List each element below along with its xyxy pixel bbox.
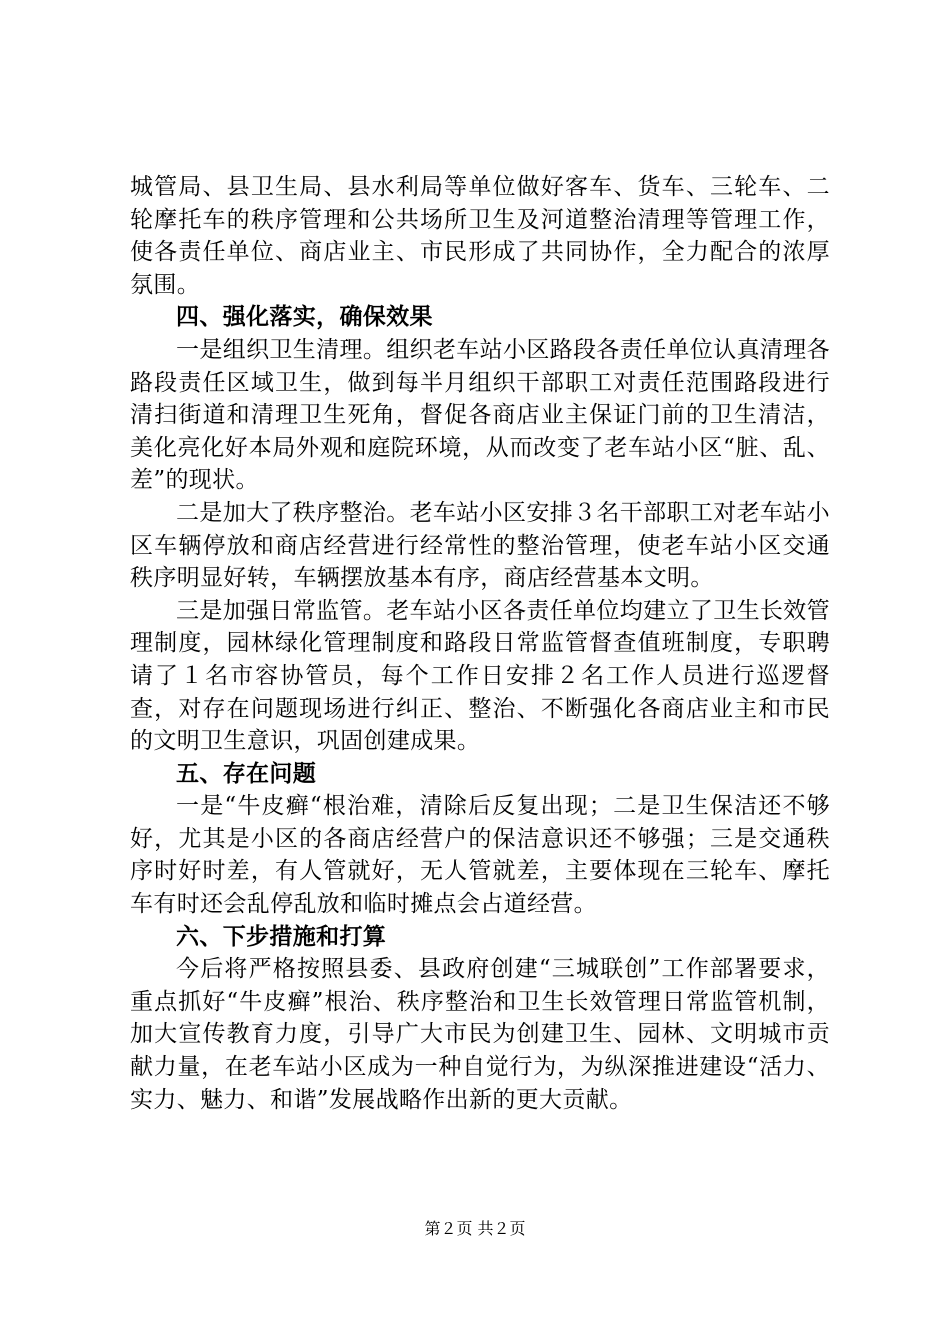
paragraph-sanitation-cleanup: 一是组织卫生清理。组织老车站小区路段各责任单位认真清理各路段责任区域卫生，做到每半月组织干部职工对责任范围路段进行清扫街道和清理卫生死角，督促各商店业主保证门前的卫生清洁，美化亮化好本局外观和庭院环境，从而改变了老车站小区“脏、乱、差”的现状。 <box>130 336 830 494</box>
paragraph-existing-problems: 一是“牛皮癣“根治难，清除后反复出现；二是卫生保洁还不够好，尤其是小区的各商店经营户的保洁意识还不够强；三是交通秩序时好时差，有人管就好，无人管就差，主要体现在三轮车、摩托车有时还会乱停乱放和临时摊点会占道经营。 <box>130 793 830 918</box>
section-heading-four: 四、强化落实，确保效果 <box>176 304 433 331</box>
paragraph-daily-supervision: 三是加强日常监管。老车站小区各责任单位均建立了卫生长效管理制度，园林绿化管理制度和路段日常监管督查值班制度，专职聘请了１名市容协管员，每个工作日安排２名工作人员进行巡逻督查，对存在问题现场进行纠正、整治、不断强化各商店业主和市民的文明卫生意识，巩固创建成果。 <box>130 597 830 755</box>
paragraph-next-steps: 今后将严格按照县委、县政府创建“三城联创”工作部署要求，重点抓好“牛皮癣”根治、秩序整治和卫生长效管理日常监管机制，加大宣传教育力度，引导广大市民为创建卫生、园林、文明城市贡献力量，在老车站小区成为一种自觉行为，为纵深推进建设“活力、实力、魅力、和谐”发展战略作出新的更大贡献。 <box>130 956 830 1113</box>
section-heading-five: 五、存在问题 <box>176 760 317 787</box>
document-body <box>130 171 830 1116</box>
section-heading-six: 六、下步措施和打算 <box>176 923 387 950</box>
paragraph-order-rectification: 二是加大了秩序整治。老车站小区安排３名干部职工对老车站小区车辆停放和商店经营进行经常性的整治管理，使老车站小区交通秩序明显好转，车辆摆放基本有序，商店经营基本文明。 <box>130 499 830 592</box>
page-number-footer: 第２页 共２页 <box>424 1219 526 1238</box>
paragraph-continuation: 城管局、县卫生局、县水利局等单位做好客车、货车、三轮车、二轮摩托车的秩序管理和公共场所卫生及河道整治清理等管理工作，使各责任单位、商店业主、市民形成了共同协作，全力配合的浓厚氛围。 <box>130 174 830 298</box>
